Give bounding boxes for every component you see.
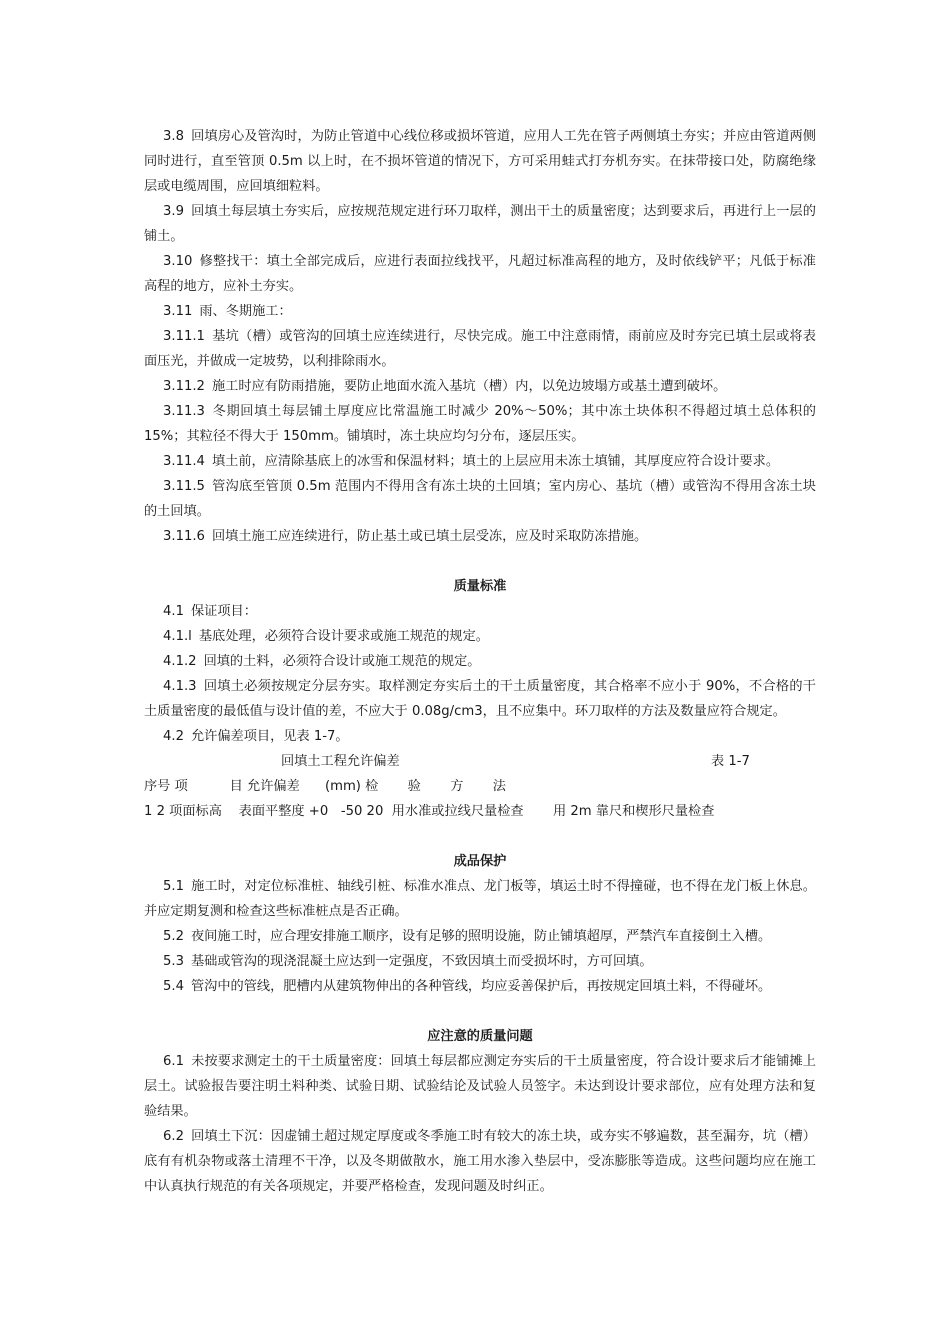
clause-number: 6.2: [163, 1129, 184, 1144]
clause-5-3: [144, 949, 816, 974]
clause-number: 3.8: [163, 129, 184, 144]
spacer: [144, 999, 816, 1024]
clause-6-2: [144, 1124, 816, 1199]
clause-number: 5.1: [163, 879, 184, 894]
clause-text: 雨、冬期施工：: [199, 304, 292, 319]
clause-3-11-5: [144, 474, 816, 524]
section-heading-quality-issues: 应注意的质量问题: [427, 1029, 533, 1044]
clause-number: 5.4: [163, 979, 184, 994]
clause-3-8: [144, 124, 816, 199]
clause-4-1-2: [144, 649, 816, 674]
clause-number: 4.1.2: [163, 654, 197, 669]
clause-number: 6.1: [163, 1054, 184, 1069]
clause-number: 3.11.6: [163, 529, 205, 544]
table-caption: 回填土工程允许偏差: [281, 754, 400, 769]
clause-number: 3.11.5: [163, 479, 205, 494]
table-header: 序号 项 目 允许偏差 (mm) 检 验 方 法: [144, 779, 506, 794]
clause-text: 允许偏差项目，见表 1-7。: [190, 729, 349, 744]
clause-text: 基坑（槽）或管沟的回填土应连续进行，尽快完成。施工中注意雨情，雨前应及时夯完已填土层或将表面压光，并做成一定坡势，以利排除雨水。: [144, 329, 816, 369]
clause-number: 4.1.3: [163, 679, 197, 694]
clause-text: 回填土每层填土夯实后，应按规范规定进行环刀取样，测出干土的质量密度；达到要求后，再进行上一层的铺土。: [144, 204, 816, 244]
clause-3-9: [144, 199, 816, 249]
clause-3-10: [144, 249, 816, 299]
clause-text: 夜间施工时，应合理安排施工顺序，设有足够的照明设施，防止铺填超厚，严禁汽车直接倒土入槽。: [190, 929, 772, 944]
clause-5-1: [144, 874, 816, 924]
clause-text: 回填房心及管沟时，为防止管道中心线位移或损坏管道，应用人工先在管子两侧填土夯实；并应由管道两侧同时进行，直至管顶 0.5m 以上时，在不损坏管道的情况下，方可采用蛙式打夯机夯实。在抹带接口处，防腐绝缘层或电缆周围，应回填细粒料。: [144, 129, 816, 194]
section-heading-quality-standard: 质量标准: [453, 579, 507, 594]
clause-number: 3.11.3: [163, 404, 205, 419]
clause-number: 3.10: [163, 254, 193, 269]
clause-text: 未按要求测定土的干土质量密度：回填土每层都应测定夯实后的干土质量密度，符合设计要求后才能铺摊上层土。试验报告要注明土料种类、试验日期、试验结论及试验人员签字。未达到设计要求部位，应有处理方法和复验结果。: [144, 1054, 816, 1119]
clause-text: 基础或管沟的现浇混凝土应达到一定强度，不致因填土而受损坏时，方可回填。: [190, 954, 653, 969]
clause-3-11-4: [144, 449, 816, 474]
clause-3-11-3: [144, 399, 816, 449]
clause-number: 3.11.1: [163, 329, 205, 344]
clause-text: 保证项目：: [190, 604, 257, 619]
table-label: 表 1-7: [711, 754, 750, 769]
section-heading-product-protection: 成品保护: [453, 854, 507, 869]
clause-3-11-2: [144, 374, 816, 399]
clause-text: 基底处理，必须符合设计要求或施工规范的规定。: [198, 629, 489, 644]
table-caption-row: [144, 749, 816, 774]
clause-number: 3.11.2: [163, 379, 205, 394]
clause-number: 3.11.4: [163, 454, 205, 469]
clause-number: 4.1.l: [163, 629, 192, 644]
clause-number: 4.2: [163, 729, 184, 744]
clause-text: 回填土下沉：因虚铺土超过规定厚度或冬季施工时有较大的冻土块，或夯实不够遍数，甚至漏夯，坑（槽）底有有机杂物或落土清理不干净，以及冬期做散水，施工用水渗入垫层中，受冻膨胀等造成。这些问题均应在施工中认真执行规范的有关各项规定，并要严格检查，发现问题及时纠正。: [144, 1129, 816, 1194]
spacer: [144, 549, 816, 574]
clause-number: 3.11: [163, 304, 193, 319]
clause-text: 修整找干：填土全部完成后，应进行表面拉线找平，凡超过标准高程的地方，及时依线铲平；凡低于标准高程的地方，应补土夯实。: [144, 254, 816, 294]
clause-4-2: [144, 724, 816, 749]
clause-3-11-1: [144, 324, 816, 374]
clause-5-4: [144, 974, 816, 999]
clause-text: 回填的土料，必须符合设计或施工规范的规定。: [203, 654, 481, 669]
clause-text: 冬期回填土每层铺土厚度应比常温施工时减少 20%～50%；其中冻土块体积不得超过填土总体积的 15%；其粒径不得大于 150mm。铺填时，冻土块应均匀分布，逐层压实。: [144, 404, 816, 444]
clause-text: 施工时应有防雨措施，要防止地面水流入基坑（槽）内，以免边坡塌方或基土遭到破坏。: [211, 379, 727, 394]
clause-3-11: [144, 299, 816, 324]
clause-4-1-1: [144, 624, 816, 649]
clause-text: 回填土必须按规定分层夯实。取样测定夯实后土的干土质量密度，其合格率不应小于 90%，不合格的干土质量密度的最低值与设计值的差，不应大于 0.08g/cm3，且不应集中。环刀取样的方法及数量应符合规定。: [144, 679, 816, 719]
clause-number: 3.9: [163, 204, 184, 219]
clause-6-1: [144, 1049, 816, 1124]
clause-4-1-3: [144, 674, 816, 724]
clause-text: 填土前，应清除基底上的冰雪和保温材料；填土的上层应用未冻土填铺，其厚度应符合设计要求。: [211, 454, 780, 469]
document-page: [144, 124, 816, 1199]
clause-5-2: [144, 924, 816, 949]
spacer: [144, 824, 816, 849]
clause-text: 管沟中的管线，肥槽内从建筑物伸出的各种管线，均应妥善保护后，再按规定回填土料，不得碰坏。: [190, 979, 772, 994]
clause-number: 5.3: [163, 954, 184, 969]
clause-text: 管沟底至管顶 0.5m 范围内不得用含有冻土块的土回填；室内房心、基坑（槽）或管沟不得用含冻土块的土回填。: [144, 479, 816, 519]
clause-text: 施工时，对定位标准桩、轴线引桩、标准水准点、龙门板等，填运土时不得撞碰，也不得在龙门板上休息。并应定期复测和检查这些标准桩点是否正确。: [144, 879, 816, 919]
clause-3-11-6: [144, 524, 816, 549]
clause-number: 5.2: [163, 929, 184, 944]
clause-text: 回填土施工应连续进行，防止基土或已填土层受冻，应及时采取防冻措施。: [211, 529, 648, 544]
clause-4-1: [144, 599, 816, 624]
table-row: 1 2 项面标高 表面平整度 +0 -50 20 用水准或拉线尺量检查 用 2m 靠尺和楔形尺量检查: [144, 804, 715, 819]
clause-number: 4.1: [163, 604, 184, 619]
